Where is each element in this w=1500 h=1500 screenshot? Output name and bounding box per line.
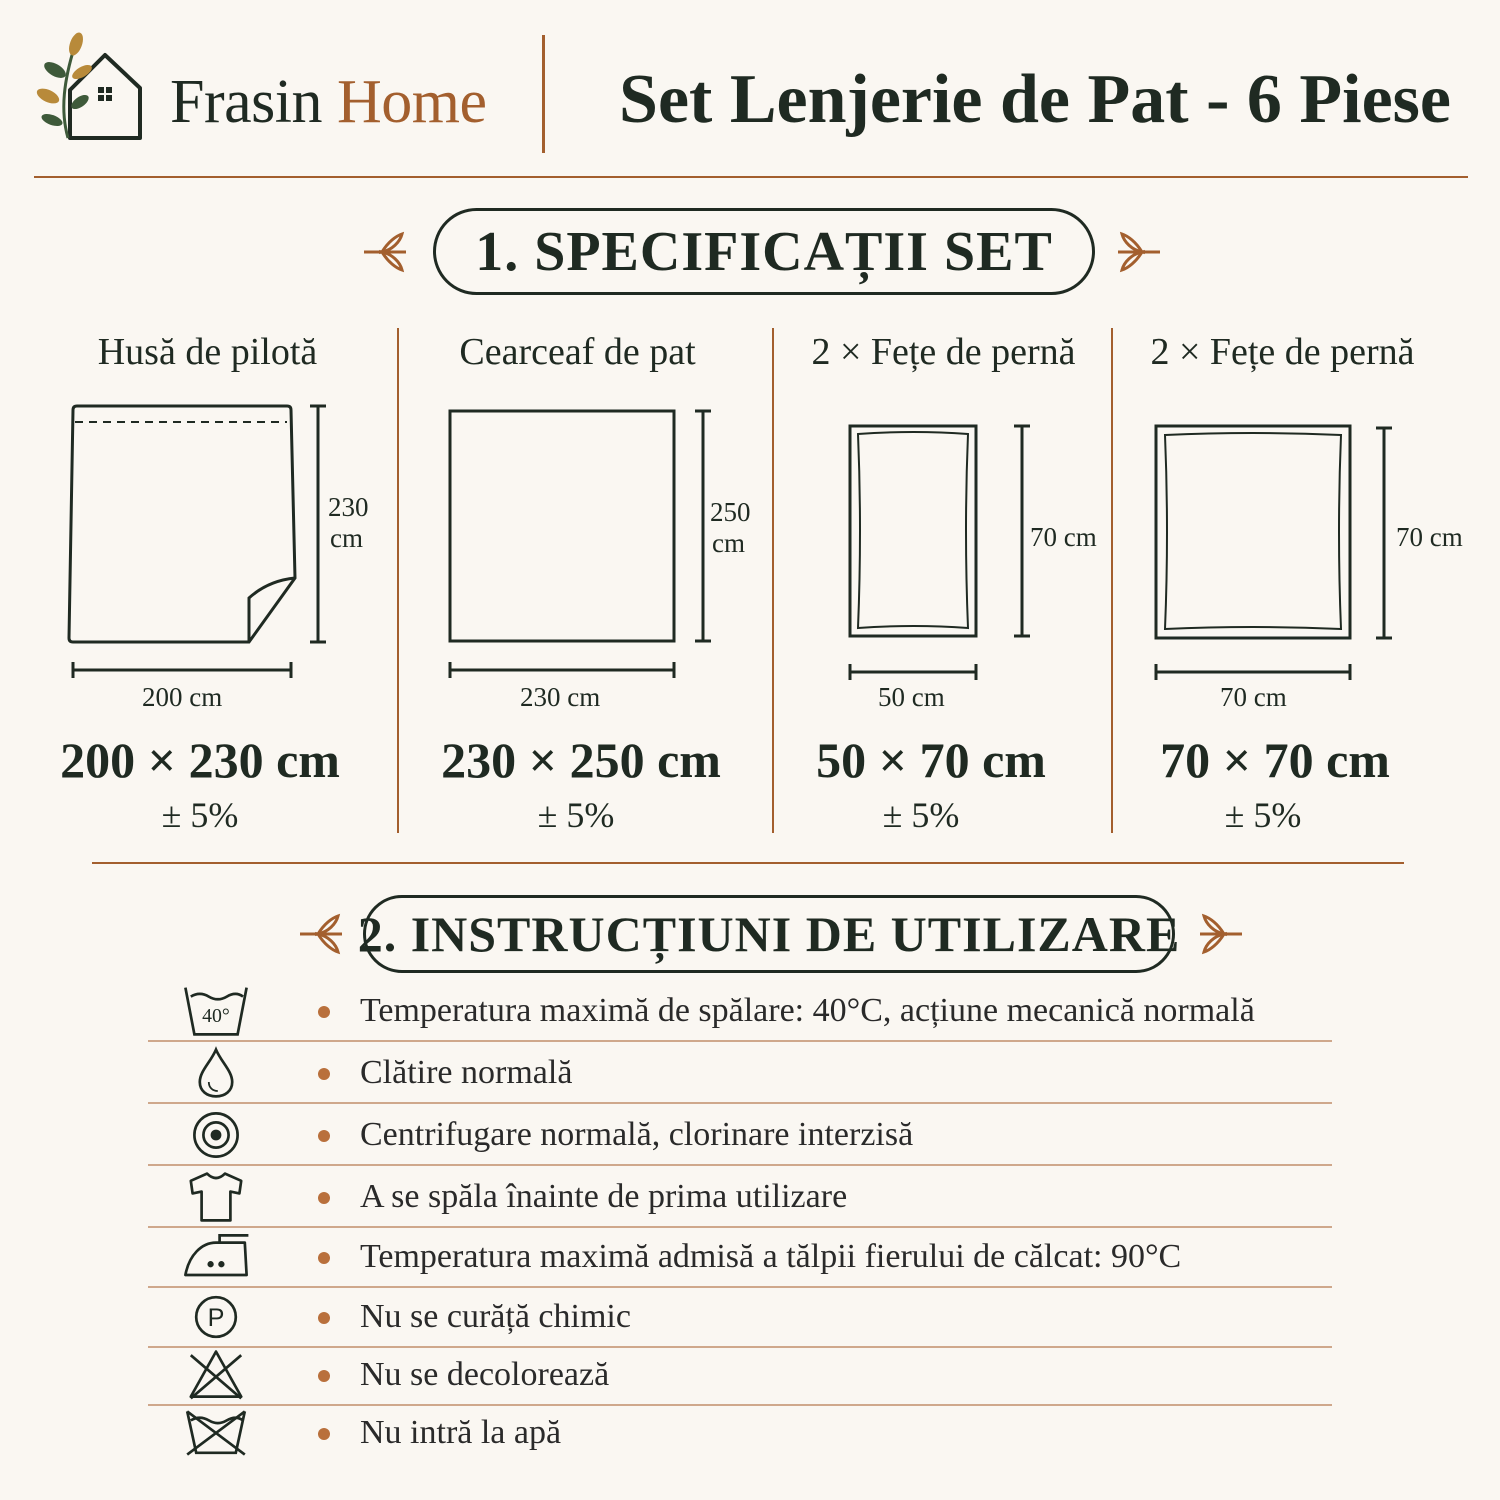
care-item	[148, 982, 1332, 1042]
water-drop-icon	[176, 1046, 256, 1100]
row-rule	[148, 1040, 1332, 1042]
width-label: 230 cm	[520, 682, 601, 712]
height-label: 250	[710, 497, 751, 527]
product-title: Set Lenjerie de Pat - 6 Piese	[619, 61, 1451, 138]
spec-tolerance: ± 5%	[882, 795, 960, 835]
brand-name-part2: Home	[337, 68, 487, 136]
spec-pillowcase-70x70	[1115, 0, 1495, 860]
column-divider	[397, 328, 399, 833]
pillowcase-rect-diagram-icon	[844, 420, 1114, 690]
spec-size: 200 × 230 cm	[60, 732, 340, 788]
bullet	[318, 1428, 330, 1440]
spec-item-name: Husă de pilotă	[97, 331, 318, 373]
iron-icon	[176, 1230, 256, 1284]
width-label: 70 cm	[1220, 682, 1287, 712]
care-text: Nu intră la apă	[360, 1414, 562, 1451]
spin-dry-icon	[176, 1108, 256, 1162]
care-item	[148, 1106, 1332, 1166]
width-label: 50 cm	[878, 682, 945, 712]
height-label: 70 cm	[1030, 522, 1097, 552]
spec-size: 70 × 70 cm	[1160, 732, 1390, 788]
width-label: 200 cm	[142, 682, 223, 712]
wash-temp-label: 40°	[202, 1004, 230, 1027]
spec-flat-sheet	[400, 0, 772, 860]
spec-size: 50 × 70 cm	[816, 732, 1046, 788]
brand-name-part1: Frasin	[170, 68, 322, 136]
bullet	[318, 1192, 330, 1204]
care-text: Nu se curăță chimic	[360, 1298, 631, 1335]
care-item	[148, 1168, 1332, 1228]
bullet	[318, 1312, 330, 1324]
care-text: A se spăla înainte de prima utilizare	[360, 1178, 848, 1215]
care-text: Temperatura maximă de spălare: 40°C, acțiune mecanică normală	[360, 992, 1255, 1029]
spec-item-name: 2 × Fețe de pernă	[811, 331, 1076, 373]
care-text: Nu se decolorează	[360, 1356, 610, 1393]
spec-tolerance: ± 5%	[161, 795, 239, 835]
section-instructions-title: 2. INSTRUCȚIUNI DE UTILIZARE	[363, 895, 1175, 973]
no-water-icon	[176, 1406, 256, 1460]
spec-size: 230 × 250 cm	[441, 732, 721, 788]
care-text: Clătire normală	[360, 1054, 573, 1091]
bullet	[318, 1252, 330, 1264]
spec-duvet-cover	[20, 0, 395, 860]
care-text: Centrifugare normală, clorinare interzisă	[360, 1116, 914, 1153]
shirt-icon	[176, 1170, 256, 1224]
pillowcase-square-diagram-icon	[1150, 420, 1410, 690]
spec-tolerance: ± 5%	[1224, 795, 1302, 835]
spec-tolerance: ± 5%	[537, 795, 615, 835]
column-divider	[772, 328, 774, 833]
row-rule	[148, 1164, 1332, 1166]
height-unit-label: cm	[712, 528, 745, 558]
spec-item-name: 2 × Fețe de pernă	[1150, 331, 1415, 373]
bullet	[318, 1130, 330, 1142]
sprig-right-icon	[1198, 912, 1244, 956]
dry-clean-letter: P	[207, 1304, 225, 1332]
dry-clean-p-icon	[176, 1290, 256, 1344]
care-item	[148, 1404, 1332, 1466]
sprig-left-icon	[298, 912, 344, 956]
height-label: 230	[328, 492, 369, 522]
section-divider-rule	[92, 862, 1404, 864]
spec-pillowcase-50x70	[776, 0, 1111, 860]
care-item	[148, 1044, 1332, 1104]
bullet	[318, 1006, 330, 1018]
no-bleach-icon	[176, 1348, 256, 1402]
care-item	[148, 1228, 1332, 1288]
row-rule	[148, 1102, 1332, 1104]
care-item	[148, 1346, 1332, 1406]
wash-40-icon	[176, 984, 256, 1038]
care-item	[148, 1288, 1332, 1348]
height-label: 70 cm	[1396, 522, 1463, 552]
spec-item-name: Cearceaf de pat	[459, 331, 696, 373]
height-unit-label: cm	[330, 523, 363, 553]
care-text: Temperatura maximă admisă a tălpii fierului de călcat: 90°C	[360, 1238, 1182, 1275]
bullet	[318, 1068, 330, 1080]
section-specifications-title: 1. SPECIFICAȚII SET	[433, 208, 1095, 295]
bullet	[318, 1370, 330, 1382]
